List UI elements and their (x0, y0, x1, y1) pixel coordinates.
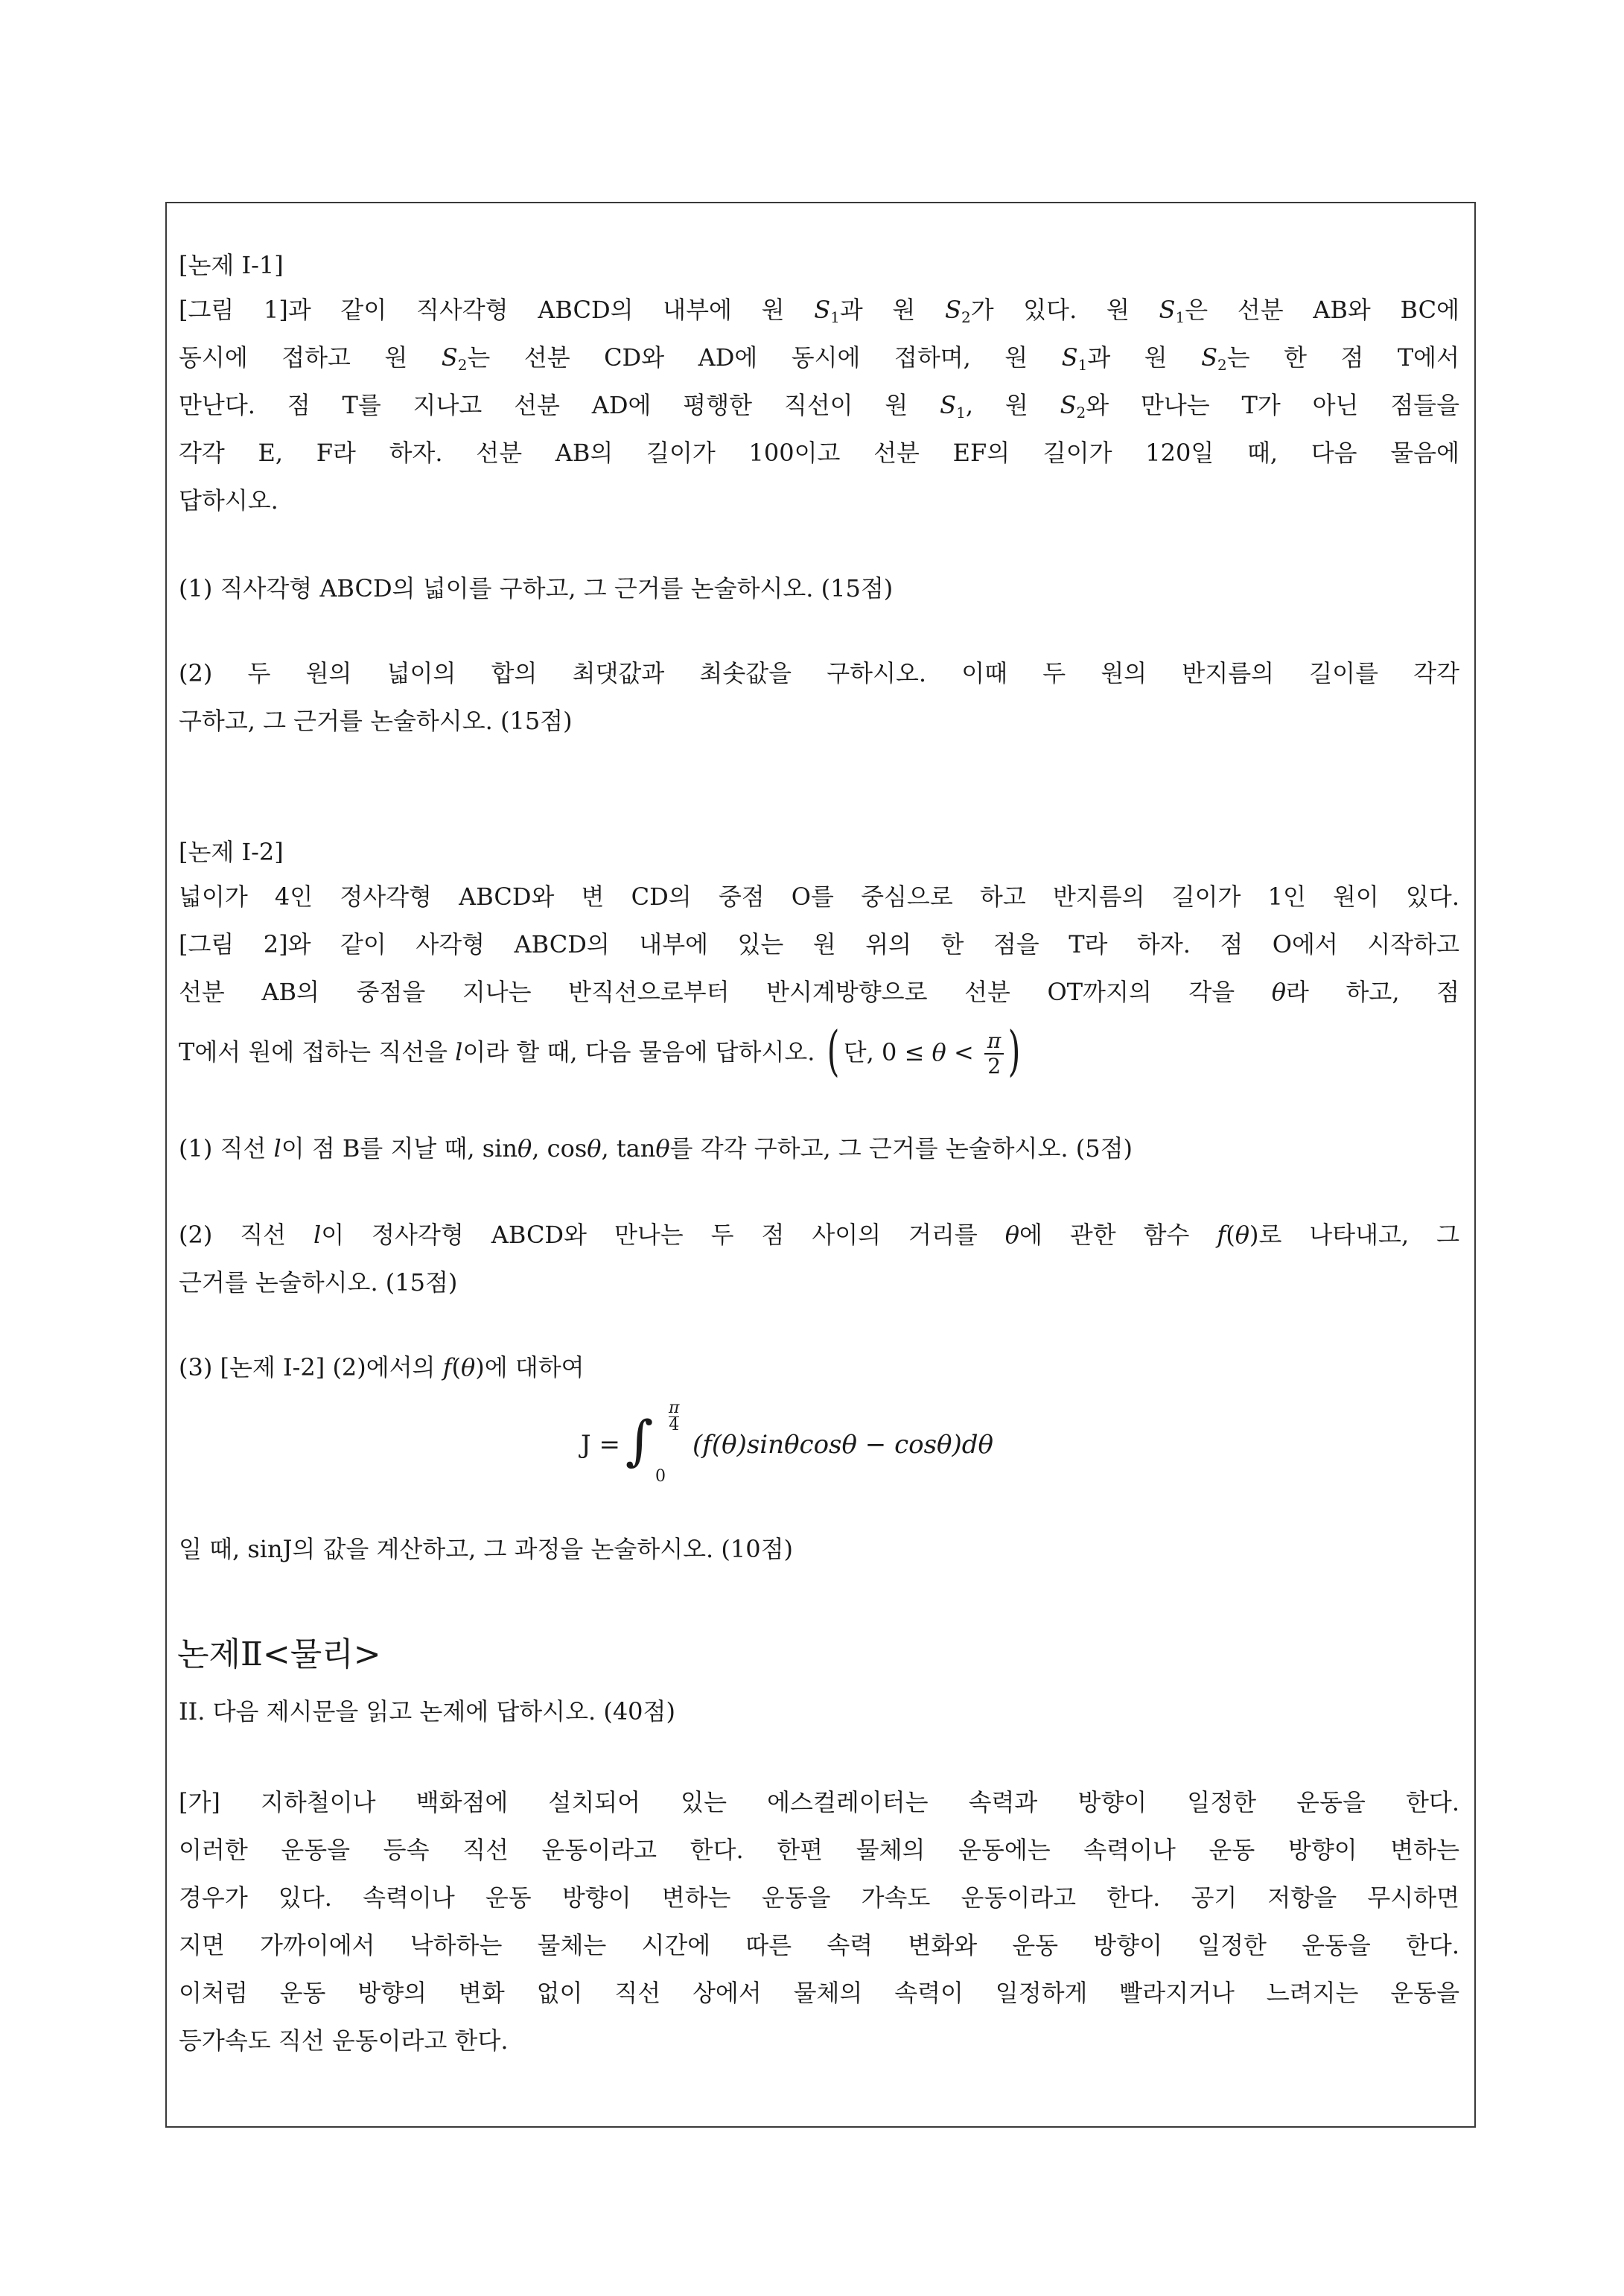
problem-i2-question-2b: 근거를 논술하시오. (15점) (179, 1268, 458, 1297)
problem-i1-line-2: 동시에 접하고 원 $S_2$는 선분 CD와 AD에 동시에 접하며, 원 $S_1$과 원 $S_2$는 한 점 T에서 (179, 343, 1459, 374)
problem-i1-line-4: 각각 E, F라 하자. 선분 AB의 길이가 100이고 선분 EF의 길이가 120일 때, 다음 물음에 (179, 439, 1459, 467)
problem-i1-question-1: (1) 직사각형 ABCD의 넓이를 구하고, 그 근거를 논술하시오. (15점) (179, 574, 894, 602)
problem-i1-line-3: 만난다. 점 T를 지나고 선분 AD에 평행한 직선이 원 $S_1$, 원 $S_2$와 만나는 T가 아닌 점들을 (179, 391, 1459, 422)
problem-i1-line-5: 답하시오. (179, 486, 278, 515)
section-instruction: II. 다음 제시문을 읽고 논제에 답하시오. (40점) (179, 1697, 675, 1726)
problem-i1-question-2a: (2) 두 원의 넓이의 합의 최댓값과 최솟값을 구하시오. 이때 두 원의 반지름의 길이를 각각 (179, 659, 1459, 687)
problem-i2-question-3c: 일 때, sinJ의 값을 계산하고, 그 과정을 논술하시오. (10점) (179, 1535, 794, 1563)
passage-line-6: 등가속도 직선 운동이라고 한다. (179, 2026, 509, 2055)
problem-i2-title: [논제 I-2] (179, 838, 284, 866)
problem-i2-line-3: 선분 AB의 중점을 지나는 반직선으로부터 반시계방향으로 선분 OT까지의 각을 θ라 하고, 점 (179, 978, 1459, 1006)
problem-i1-line-1: [그림 1]과 같이 직사각형 ABCD의 내부에 원 $S_1$과 원 $S_2$가 있다. 원 $S_1$은 선분 AB와 BC에 (179, 296, 1460, 326)
problem-i2-question-3a: (3) [논제 I-2] (2)에서의 f(θ)에 대하여 (179, 1353, 585, 1381)
passage-line-5: 이처럼 운동 방향의 변화 없이 직선 상에서 물체의 속력이 일정하게 빨라지거나 느려지는 운동을 (179, 1979, 1459, 2007)
problem-i2-question-2a: (2) 직선 l이 정사각형 ABCD와 만나는 두 점 사이의 거리를 θ에 관한 함수 f(θ)로 나타내고, 그 (179, 1221, 1460, 1249)
problem-i1-title: [논제 I-1] (179, 251, 284, 279)
passage-line-4: 지면 가까이에서 낙하하는 물체는 시간에 따른 속력 변화와 운동 방향이 일정한 운동을 한다. (179, 1931, 1459, 1959)
section-heading: 논제Ⅱ<물리> (177, 1635, 381, 1673)
passage-line-2: 이러한 운동을 등속 직선 운동이라고 한다. 한편 물체의 운동에는 속력이나 운동 방향이 변하는 (179, 1836, 1459, 1864)
problem-i2-question-1: (1) 직선 l이 점 B를 지날 때, sinθ, cosθ, tanθ를 각각 구하고, 그 근거를 논술하시오. (5점) (179, 1134, 1133, 1163)
domain-condition: ( 단, 0 ≤ θ < $\frac{\pi}{2}$ ) (827, 1019, 1021, 1082)
passage-line-1: [가] 지하철이나 백화점에 설치되어 있는 에스컬레이터는 속력과 방향이 일정한 운동을 한다. (179, 1788, 1459, 1816)
passage-line-3: 경우가 있다. 속력이나 운동 방향이 변하는 운동을 가속도 운동이라고 한다. 공기 저항을 무시하면 (179, 1883, 1459, 1912)
problem-i1-question-2b: 구하고, 그 근거를 논술하시오. (15점) (179, 707, 573, 735)
problem-i2-line-1: 넓이가 4인 정사각형 ABCD와 변 CD의 중점 O를 중심으로 하고 반지름의 길이가 1인 원이 있다. (179, 883, 1459, 911)
integral-formula: J = ∫ π 4 0 (f(θ)sinθcosθ − cosθ)dθ (581, 1399, 993, 1486)
problem-i2-line-4: T에서 원에 접하는 직선을 l이라 할 때, 다음 물음에 답하시오. ( 단, 0 ≤ θ < $\frac{\pi}{2}$ ) (179, 1029, 1459, 1078)
problem-i2-line-2: [그림 2]와 같이 사각형 ABCD의 내부에 있는 원 위의 한 점을 T라 하자. 점 O에서 시작하고 (179, 930, 1459, 958)
